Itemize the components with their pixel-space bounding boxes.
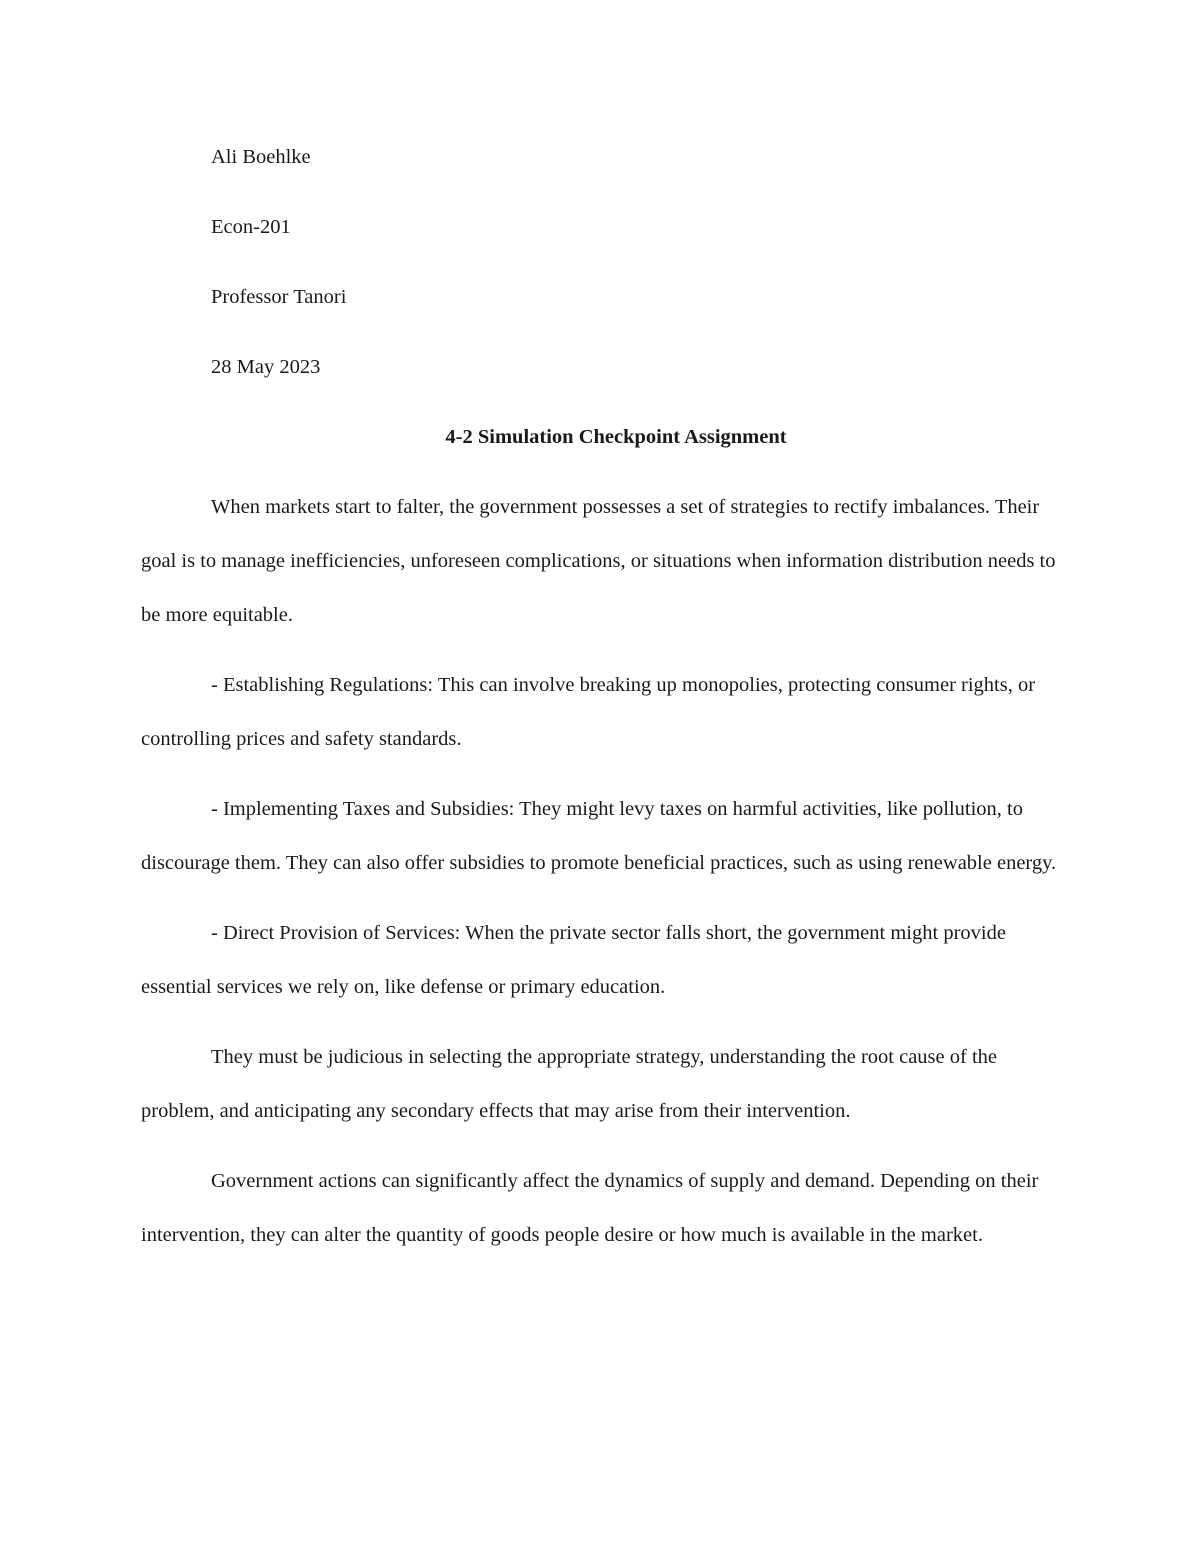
course-code: Econ-201 bbox=[211, 216, 291, 238]
paragraph-supply-demand: Government actions can significantly affect the dynamics of supply and demand. Depending on their intervention, they can alter the quantity of goods people desire or how much is available in the market. bbox=[141, 1170, 1039, 1246]
author-name: Ali Boehlke bbox=[211, 146, 311, 168]
document-body bbox=[141, 130, 1061, 1278]
paragraph-intro: When markets start to falter, the government possesses a set of strategies to rectify imbalances. Their goal is to manage inefficiencies, unforeseen complications, or situations when information distribution needs to be more equitable. bbox=[141, 496, 1056, 626]
paragraph-direct-provision: - Direct Provision of Services: When the private sector falls short, the government might provide essential services we rely on, like defense or primary education. bbox=[141, 922, 1006, 998]
professor-name: Professor Tanori bbox=[211, 286, 347, 308]
paragraph-taxes-subsidies: - Implementing Taxes and Subsidies: They might levy taxes on harmful activities, like pollution, to discourage them. They can also offer subsidies to promote beneficial practices, such as using renewable energy. bbox=[141, 798, 1057, 874]
paragraph-judicious: They must be judicious in selecting the appropriate strategy, understanding the root cause of the problem, and anticipating any secondary effects that may arise from their intervention. bbox=[141, 1046, 997, 1122]
paragraph-regulations: - Establishing Regulations: This can involve breaking up monopolies, protecting consumer rights, or controlling prices and safety standards. bbox=[141, 674, 1036, 750]
document-title: 4-2 Simulation Checkpoint Assignment bbox=[445, 426, 787, 448]
document-date: 28 May 2023 bbox=[211, 356, 321, 378]
